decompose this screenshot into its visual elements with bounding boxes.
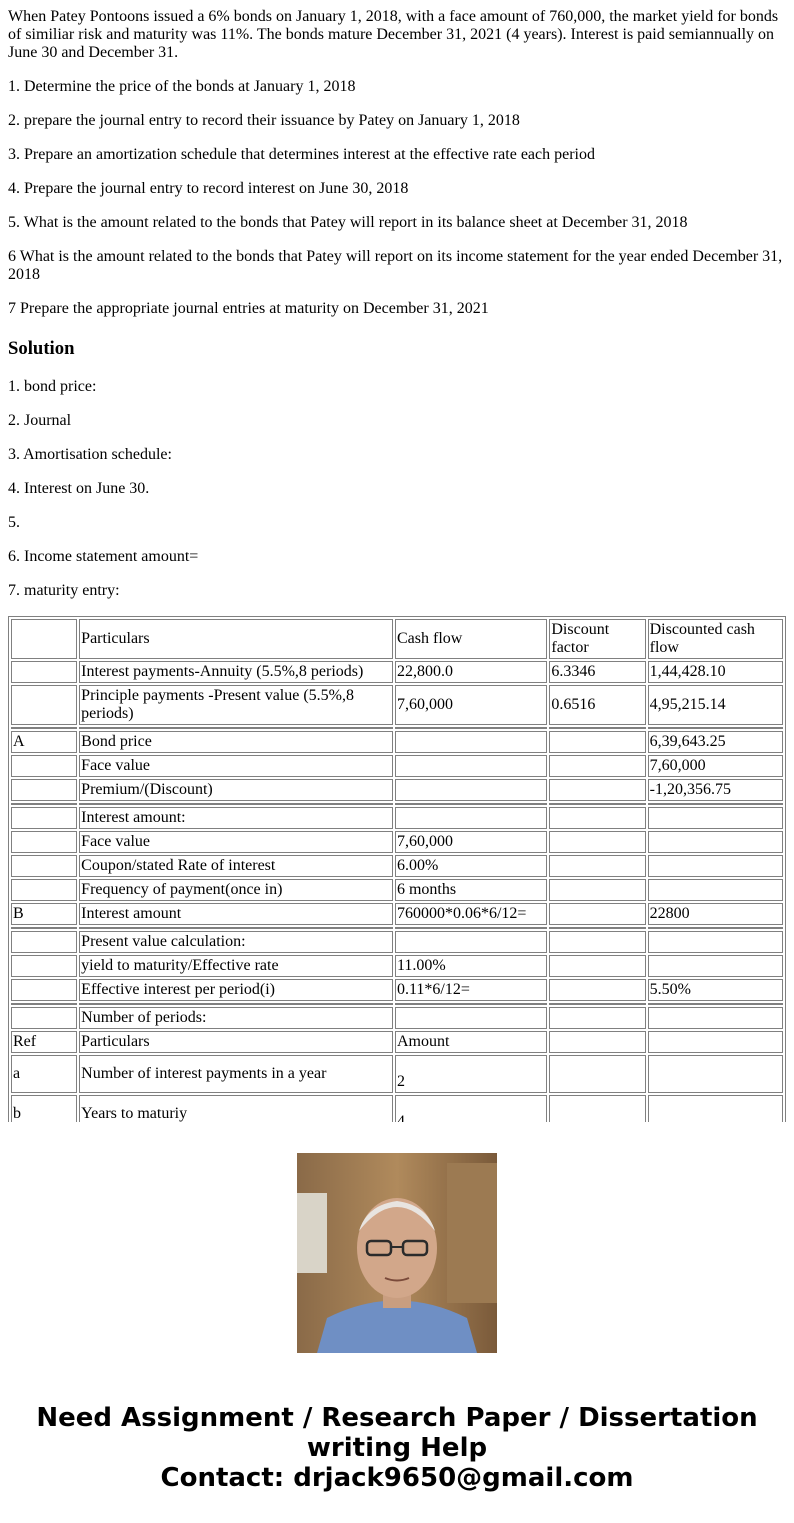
- table-row: [11, 779, 783, 801]
- table-cell: Discount factor: [549, 619, 645, 659]
- table-cell: Particulars: [79, 619, 393, 659]
- table-cell: [395, 779, 547, 801]
- table-cell: Cash flow: [395, 619, 547, 659]
- table-cell: [648, 1031, 783, 1053]
- table-cell: [549, 1031, 645, 1053]
- table-cell: 0.11*6/12=: [395, 979, 547, 1001]
- table-cell: 1,44,428.10: [648, 661, 783, 683]
- table-cell: 6 months: [395, 879, 547, 901]
- table-cell: [549, 731, 645, 753]
- table-cell: [648, 1055, 783, 1093]
- table-row: [11, 879, 783, 901]
- table-separator: [11, 927, 783, 929]
- table-cell: Interest amount:: [79, 807, 393, 829]
- problem-intro: When Patey Pontoons issued a 6% bonds on January 1, 2018, with a face amount of 760,000, the market yield for bonds of similiar risk and maturity was 11%. The bonds mature December 31, 2021 (4 years). Interest is paid semiannually on June 30 and December 31.: [8, 8, 779, 61]
- table-cell: -1,20,356.75: [648, 779, 783, 801]
- solution-step-2: 2. Journal: [8, 412, 72, 429]
- table-cell: Ref: [11, 1031, 77, 1053]
- table-separator: [11, 1003, 783, 1005]
- question-1: 1. Determine the price of the bonds at January 1, 2018: [8, 78, 356, 95]
- table-separator: [11, 803, 783, 805]
- table-cell: Interest payments-Annuity (5.5%,8 periods): [79, 661, 393, 683]
- table-cell: [549, 1055, 645, 1093]
- avatar-photo: [297, 1153, 497, 1353]
- table-row: [11, 1007, 783, 1029]
- table-cell: Frequency of payment(once in): [79, 879, 393, 901]
- table-cell: [549, 779, 645, 801]
- table-cell: B: [11, 903, 77, 925]
- solution-step-7: 7. maturity entry:: [8, 582, 120, 599]
- table-cell: a: [11, 1055, 77, 1093]
- table-cell: [11, 619, 77, 659]
- table-row: [11, 855, 783, 877]
- table-cell: [11, 779, 77, 801]
- table-row: [11, 619, 783, 659]
- question-6: 6 What is the amount related to the bonds that Patey will report on its income statement for the year ended December 31, 2018: [8, 248, 783, 283]
- table-cell: [648, 931, 783, 953]
- table-cell: 5.50%: [648, 979, 783, 1001]
- solution-step-4: 4. Interest on June 30.: [8, 480, 150, 497]
- table-cell: [11, 755, 77, 777]
- table-cell: [648, 955, 783, 977]
- table-cell: 4,95,215.14: [648, 685, 783, 725]
- table-row: [11, 685, 783, 725]
- table-cell: yield to maturity/Effective rate: [79, 955, 393, 977]
- table-cell: Amount: [395, 1031, 547, 1053]
- table-cell: 22800: [648, 903, 783, 925]
- table-cell: [549, 755, 645, 777]
- contact-cta: [0, 1403, 794, 1493]
- table-cell: Principle payments -Present value (5.5%,8 periods): [79, 685, 393, 725]
- table-cell: Effective interest per period(i): [79, 979, 393, 1001]
- table-cell: Coupon/stated Rate of interest: [79, 855, 393, 877]
- solution-table: [8, 616, 786, 1176]
- table-cell: [11, 807, 77, 829]
- table-cell: 6.3346: [549, 661, 645, 683]
- table-cell: [648, 879, 783, 901]
- table-cell: Particulars: [79, 1031, 393, 1053]
- table-cell: [549, 879, 645, 901]
- table-cell: Discounted cash flow: [648, 619, 783, 659]
- table-cell: Years to maturiy: [79, 1095, 393, 1133]
- avatar: [297, 1153, 497, 1353]
- table-row: [11, 807, 783, 829]
- table-cell: 11.00%: [395, 955, 547, 977]
- table-cell: [11, 879, 77, 901]
- table-cell: [11, 855, 77, 877]
- table-cell: [11, 685, 77, 725]
- cta-line-3: Contact: drjack9650@gmail.com: [160, 1463, 634, 1493]
- table-cell: 0.6516: [549, 685, 645, 725]
- question-2: 2. prepare the journal entry to record their issuance by Patey on January 1, 2018: [8, 112, 520, 129]
- table-cell: [549, 931, 645, 953]
- table-cell: [395, 731, 547, 753]
- table-cell: 7,60,000: [395, 831, 547, 853]
- table-cell: [11, 979, 77, 1001]
- solution-step-6: 6. Income statement amount=: [8, 548, 199, 565]
- solution-heading: Solution: [8, 338, 75, 359]
- table-row: [11, 903, 783, 925]
- table-cell: Bond price: [79, 731, 393, 753]
- table-cell: [648, 831, 783, 853]
- table-row: [11, 979, 783, 1001]
- document-body: [8, 0, 786, 1122]
- solution-step-1: 1. bond price:: [8, 378, 97, 395]
- table-cell: [395, 931, 547, 953]
- table-cell: Number of periods:: [79, 1007, 393, 1029]
- table-cell: Interest amount: [79, 903, 393, 925]
- table-cell: 7,60,000: [395, 685, 547, 725]
- table-row: [11, 1031, 783, 1053]
- question-7: 7 Prepare the appropriate journal entries at maturity on December 31, 2021: [8, 300, 489, 317]
- table-cell: [395, 1007, 547, 1029]
- table-cell: [11, 931, 77, 953]
- table-cell: [11, 955, 77, 977]
- table-cell: [549, 1007, 645, 1029]
- table-cell: [395, 755, 547, 777]
- table-cell: 7,60,000: [648, 755, 783, 777]
- table-cell: 22,800.0: [395, 661, 547, 683]
- table-cell: [11, 661, 77, 683]
- table-cell: [549, 855, 645, 877]
- table-cell: A: [11, 731, 77, 753]
- solution-step-5: 5.: [8, 514, 20, 531]
- table-cell: [549, 903, 645, 925]
- table-cell: [549, 807, 645, 829]
- table-cell: 6.00%: [395, 855, 547, 877]
- table-cell: 760000*0.06*6/12=: [395, 903, 547, 925]
- table-cell: [395, 807, 547, 829]
- table-cell: Number of interest payments in a year: [79, 1055, 393, 1093]
- table-cell: Face value: [79, 831, 393, 853]
- table-cell: [549, 979, 645, 1001]
- table-cell: [549, 955, 645, 977]
- table-row: [11, 931, 783, 953]
- question-4: 4. Prepare the journal entry to record interest on June 30, 2018: [8, 180, 409, 197]
- table-row: [11, 755, 783, 777]
- question-5: 5. What is the amount related to the bonds that Patey will report in its balance sheet at December 31, 2018: [8, 214, 688, 231]
- table-separator: [11, 727, 783, 729]
- table-row: [11, 661, 783, 683]
- table-cell: Face value: [79, 755, 393, 777]
- table-cell: Present value calculation:: [79, 931, 393, 953]
- table-cell: [648, 1007, 783, 1029]
- table-cell: [549, 831, 645, 853]
- table-cell: [11, 831, 77, 853]
- table-cell: 2: [395, 1055, 547, 1093]
- table-cell: [648, 807, 783, 829]
- table-cell: b: [11, 1095, 77, 1133]
- table-row: [11, 831, 783, 853]
- table-row: [11, 1055, 783, 1093]
- table-row: [11, 731, 783, 753]
- table-cell: 6,39,643.25: [648, 731, 783, 753]
- cta-line-1: Need Assignment / Research Paper / Dissertation: [36, 1403, 758, 1433]
- table-cell: [11, 1007, 77, 1029]
- cta-line-2: writing Help: [306, 1433, 488, 1463]
- table-cell: [648, 855, 783, 877]
- question-3: 3. Prepare an amortization schedule that determines interest at the effective rate each period: [8, 146, 595, 163]
- promo-banner: [0, 1122, 794, 1523]
- table-cell: Premium/(Discount): [79, 779, 393, 801]
- solution-step-3: 3. Amortisation schedule:: [8, 446, 172, 463]
- table-row: [11, 955, 783, 977]
